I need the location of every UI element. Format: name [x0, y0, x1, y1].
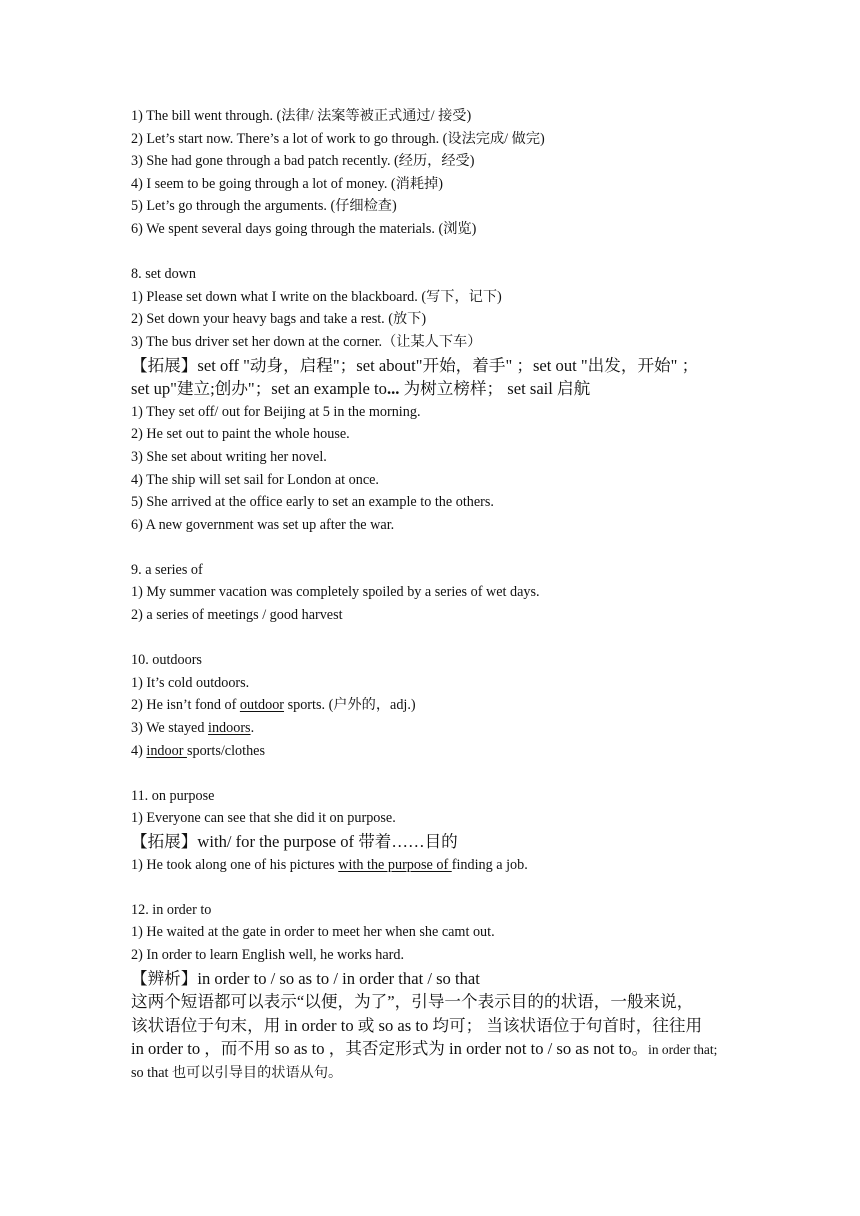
set-down-example-1: 1) Please set down what I write on the blackboard. (写下，记下)	[131, 288, 502, 305]
a-series-of-example-2: 2) a series of meetings / good harvest	[131, 607, 343, 624]
go-through-example-3: 3) She had gone through a bad patch recently. (经历，经受)	[131, 153, 475, 170]
outdoors-example-3-post: .	[250, 720, 255, 737]
set-down-example-2: 2) Set down your heavy bags and take a rest. (放下)	[131, 311, 427, 328]
underlined-indoors: indoors	[208, 720, 251, 737]
analysis-paragraph-line-3	[131, 1037, 741, 1062]
outdoors-example-3-pre: 3) We stayed	[131, 720, 208, 737]
go-through-example-1: 1) The bill went through. (法律/ 法案等被正式通过/ 接受)	[131, 108, 472, 124]
outdoors-example-2-pre: 2) He isn’t fond of	[131, 697, 240, 714]
analysis-paragraph-line-1: 这两个短语都可以表示“以便，为了”，引导一个表示目的的状语，一般来说，	[131, 992, 694, 1012]
purpose-example-pre: 1) He took along one of his pictures	[131, 856, 339, 873]
go-through-example-6: 6) We spent several days going through the materials. (浏览)	[131, 220, 477, 237]
spacer	[131, 241, 741, 264]
set-extension-line-2	[131, 377, 741, 401]
go-through-example-5: 5) Let’s go through the arguments. (仔细检查)	[131, 198, 397, 215]
outdoors-example-4	[131, 740, 741, 763]
set-extension-line-2-post: 为树立榜样； set sail 启航	[399, 379, 591, 399]
go-through-example-2: 2) Let’s start now. There’s a lot of work to go through. (设法完成/ 做完)	[131, 130, 545, 147]
set-down-example-3: 3) The bus driver set her down at the corner.（让某人下车）	[131, 333, 482, 350]
set-phrase-example-1: 1) They set off/ out for Beijing at 5 in the morning.	[131, 403, 421, 420]
in-order-to-example-2: 2) In order to learn English well, he works hard.	[131, 946, 405, 963]
in-order-to-example-1: 1) He waited at the gate in order to meet her when she camt out.	[131, 924, 495, 941]
section-heading-a-series-of: 9. a series of	[131, 561, 203, 578]
go-through-example-4: 4) I seem to be going through a lot of money. (消耗掉)	[131, 175, 443, 192]
set-phrase-example-6: 6) A new government was set up after the war.	[131, 516, 395, 533]
outdoors-example-4-post: sports/clothes	[186, 742, 265, 759]
underlined-outdoor: outdoor	[239, 697, 285, 714]
section-heading-set-down: 8. set down	[131, 266, 197, 283]
set-phrase-example-5: 5) She arrived at the office early to set an example to the others.	[131, 494, 494, 511]
set-phrase-example-2: 2) He set out to paint the whole house.	[131, 426, 350, 443]
set-extension-line-1: 【拓展】set off "动身，启程"；set about"开始，着手" ；set out "出发，开始" ；	[131, 355, 699, 375]
section-heading-in-order-to: 12. in order to	[131, 901, 212, 918]
analysis-paragraph-line-2: 该状语位于句末，用 in order to 或 so as to 均可； 当该状语位于句首时，往往用	[131, 1015, 703, 1035]
set-phrase-example-4: 4) The ship will set sail for London at once.	[131, 471, 379, 488]
document-content	[131, 105, 741, 1085]
spacer	[131, 762, 741, 785]
analysis-title: 【辨析】in order to / so as to / in order that / so that	[131, 968, 480, 988]
outdoors-example-1: 1) It’s cold outdoors.	[131, 674, 250, 691]
spacer	[131, 627, 741, 650]
purpose-extension-example	[131, 854, 741, 877]
purpose-example-post: finding a job.	[451, 856, 528, 873]
spacer	[131, 536, 741, 559]
outdoors-example-4-pre: 4)	[131, 742, 147, 759]
spacer	[131, 876, 741, 899]
set-phrase-example-3: 3) She set about writing her novel.	[131, 448, 327, 465]
on-purpose-extension: 【拓展】with/ for the purpose of 带着……目的	[131, 832, 458, 851]
analysis-paragraph-line-4: so that 也可以引导目的状语从句。	[131, 1064, 343, 1081]
analysis-line-3-small: in order that;	[648, 1042, 718, 1058]
outdoors-example-2	[131, 694, 741, 717]
analysis-line-3-main: in order to ，而不用 so as to ，其否定形式为 in order not to / so as not to。	[131, 1039, 649, 1059]
section-heading-on-purpose: 11. on purpose	[131, 787, 215, 804]
set-extension-ellipsis: ...	[386, 379, 400, 399]
set-extension-line-2-pre: set up"建立;创办"；set an example to	[131, 379, 387, 399]
on-purpose-example-1: 1) Everyone can see that she did it on purpose.	[131, 810, 396, 827]
outdoors-example-2-post: sports. (户外的，adj.)	[284, 697, 416, 714]
section-heading-outdoors: 10. outdoors	[131, 652, 202, 669]
outdoors-example-3	[131, 717, 741, 740]
underlined-with-the-purpose-of: with the purpose of	[338, 856, 452, 873]
a-series-of-example-1: 1) My summer vacation was completely spoiled by a series of wet days.	[131, 584, 540, 601]
underlined-indoor: indoor	[146, 742, 187, 759]
